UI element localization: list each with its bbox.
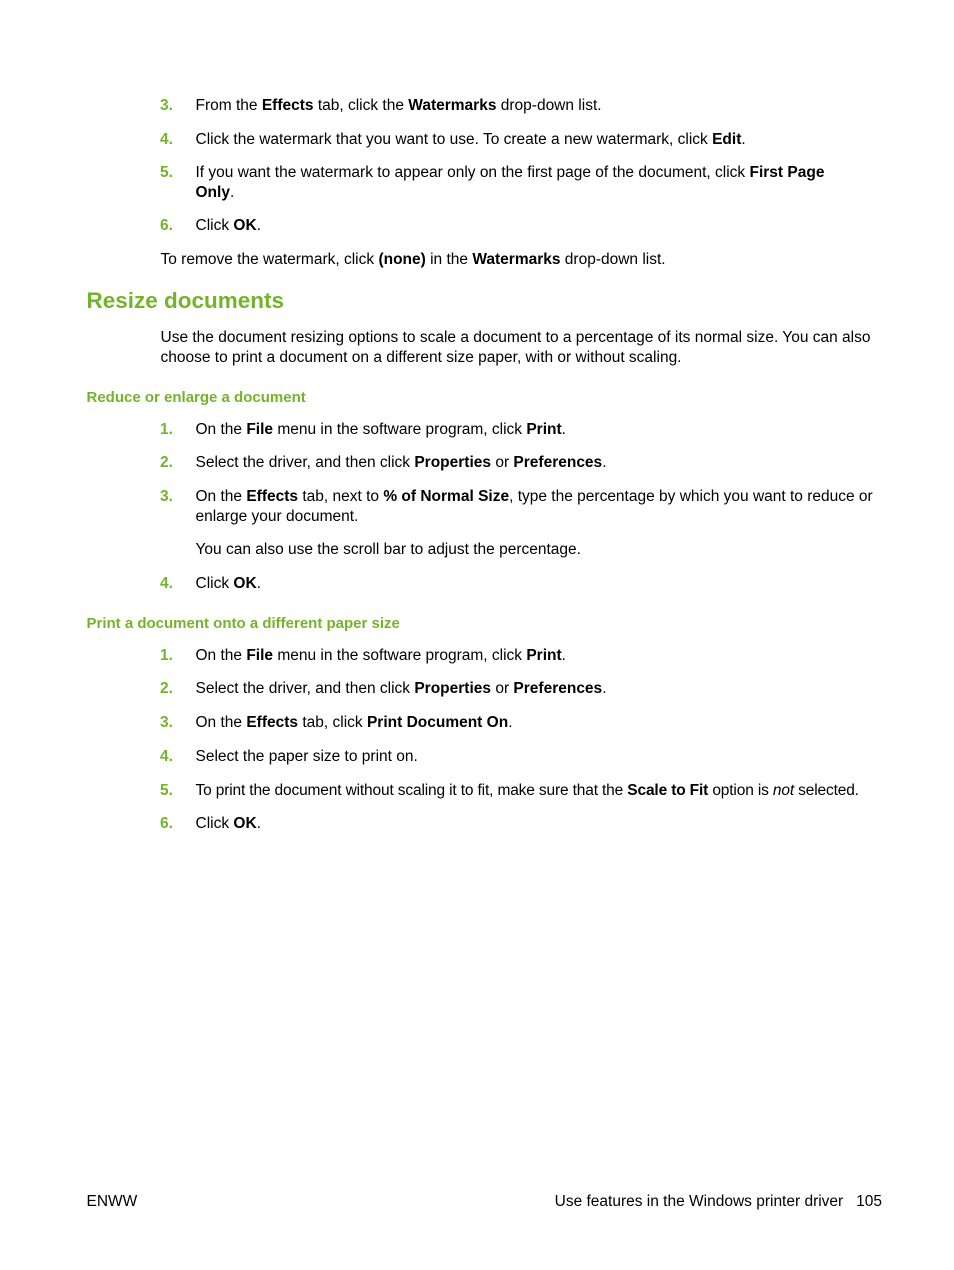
step-number: 3. xyxy=(160,714,173,731)
step-text: On the File menu in the software program, click Print. xyxy=(195,421,566,438)
step-text: Select the driver, and then click Properties or Preferences. xyxy=(195,680,607,697)
step-text: To print the document without scaling it to fit, make sure that the Scale to Fit option is not selected. xyxy=(195,782,859,799)
step-text: On the File menu in the software program, click Print. xyxy=(195,647,566,664)
reduce-step-3 xyxy=(160,487,885,526)
step-text: Click OK. xyxy=(195,217,261,234)
step-number: 1. xyxy=(160,647,173,664)
watermark-step-6 xyxy=(160,216,885,236)
step-number: 4. xyxy=(160,131,173,148)
remove-watermark-note: To remove the watermark, click (none) in the Watermarks drop-down list. xyxy=(160,251,666,268)
paper-step-1 xyxy=(160,646,885,666)
reduce-step-4 xyxy=(160,574,885,594)
paper-step-5 xyxy=(160,781,885,801)
step-number: 1. xyxy=(160,421,173,438)
step-number: 5. xyxy=(160,782,173,799)
step-text: On the Effects tab, click Print Document On. xyxy=(195,714,513,731)
watermark-step-5 xyxy=(160,163,885,202)
step-number: 6. xyxy=(160,217,173,234)
reduce-step-1 xyxy=(160,420,885,440)
watermark-step-3 xyxy=(160,96,885,116)
step-number: 3. xyxy=(160,488,173,505)
step-number: 4. xyxy=(160,575,173,592)
paper-step-2 xyxy=(160,679,885,699)
step-number: 2. xyxy=(160,680,173,697)
reduce-step-2 xyxy=(160,453,885,473)
step-text: Click the watermark that you want to use. To create a new watermark, click Edit. xyxy=(195,131,746,148)
watermark-step-4 xyxy=(160,130,885,150)
step-text: If you want the watermark to appear only on the first page of the document, click First Page Only. xyxy=(195,164,825,201)
step-text: Select the paper size to print on. xyxy=(195,748,418,765)
step-number: 3. xyxy=(160,97,173,114)
step-number: 6. xyxy=(160,815,173,832)
footer-right: Use features in the Windows printer driver 105 xyxy=(554,1193,882,1210)
step-text: From the Effects tab, click the Watermarks drop-down list. xyxy=(195,97,602,114)
reduce-step-3-note: You can also use the scroll bar to adjust the percentage. xyxy=(195,541,581,558)
subsection-title-reduce: Reduce or enlarge a document xyxy=(86,389,306,406)
paper-step-6 xyxy=(160,814,885,834)
step-number: 5. xyxy=(160,164,173,181)
paper-step-3 xyxy=(160,713,885,733)
step-text: Select the driver, and then click Properties or Preferences. xyxy=(195,454,607,471)
step-text: Click OK. xyxy=(195,575,261,592)
subsection-title-paper: Print a document onto a different paper size xyxy=(86,615,400,632)
step-text: Click OK. xyxy=(195,815,261,832)
footer-left: ENWW xyxy=(86,1193,138,1210)
step-text: On the Effects tab, next to % of Normal Size, type the percentage by which you want to reduce or enlarge your document. xyxy=(195,488,873,525)
section-title: Resize documents xyxy=(86,288,285,313)
paper-step-4 xyxy=(160,747,885,767)
section-intro: Use the document resizing options to scale a document to a percentage of its normal size. You can also choose to print a document on a different size paper, with or without scaling. xyxy=(160,329,871,366)
step-number: 4. xyxy=(160,748,173,765)
step-number: 2. xyxy=(160,454,173,471)
